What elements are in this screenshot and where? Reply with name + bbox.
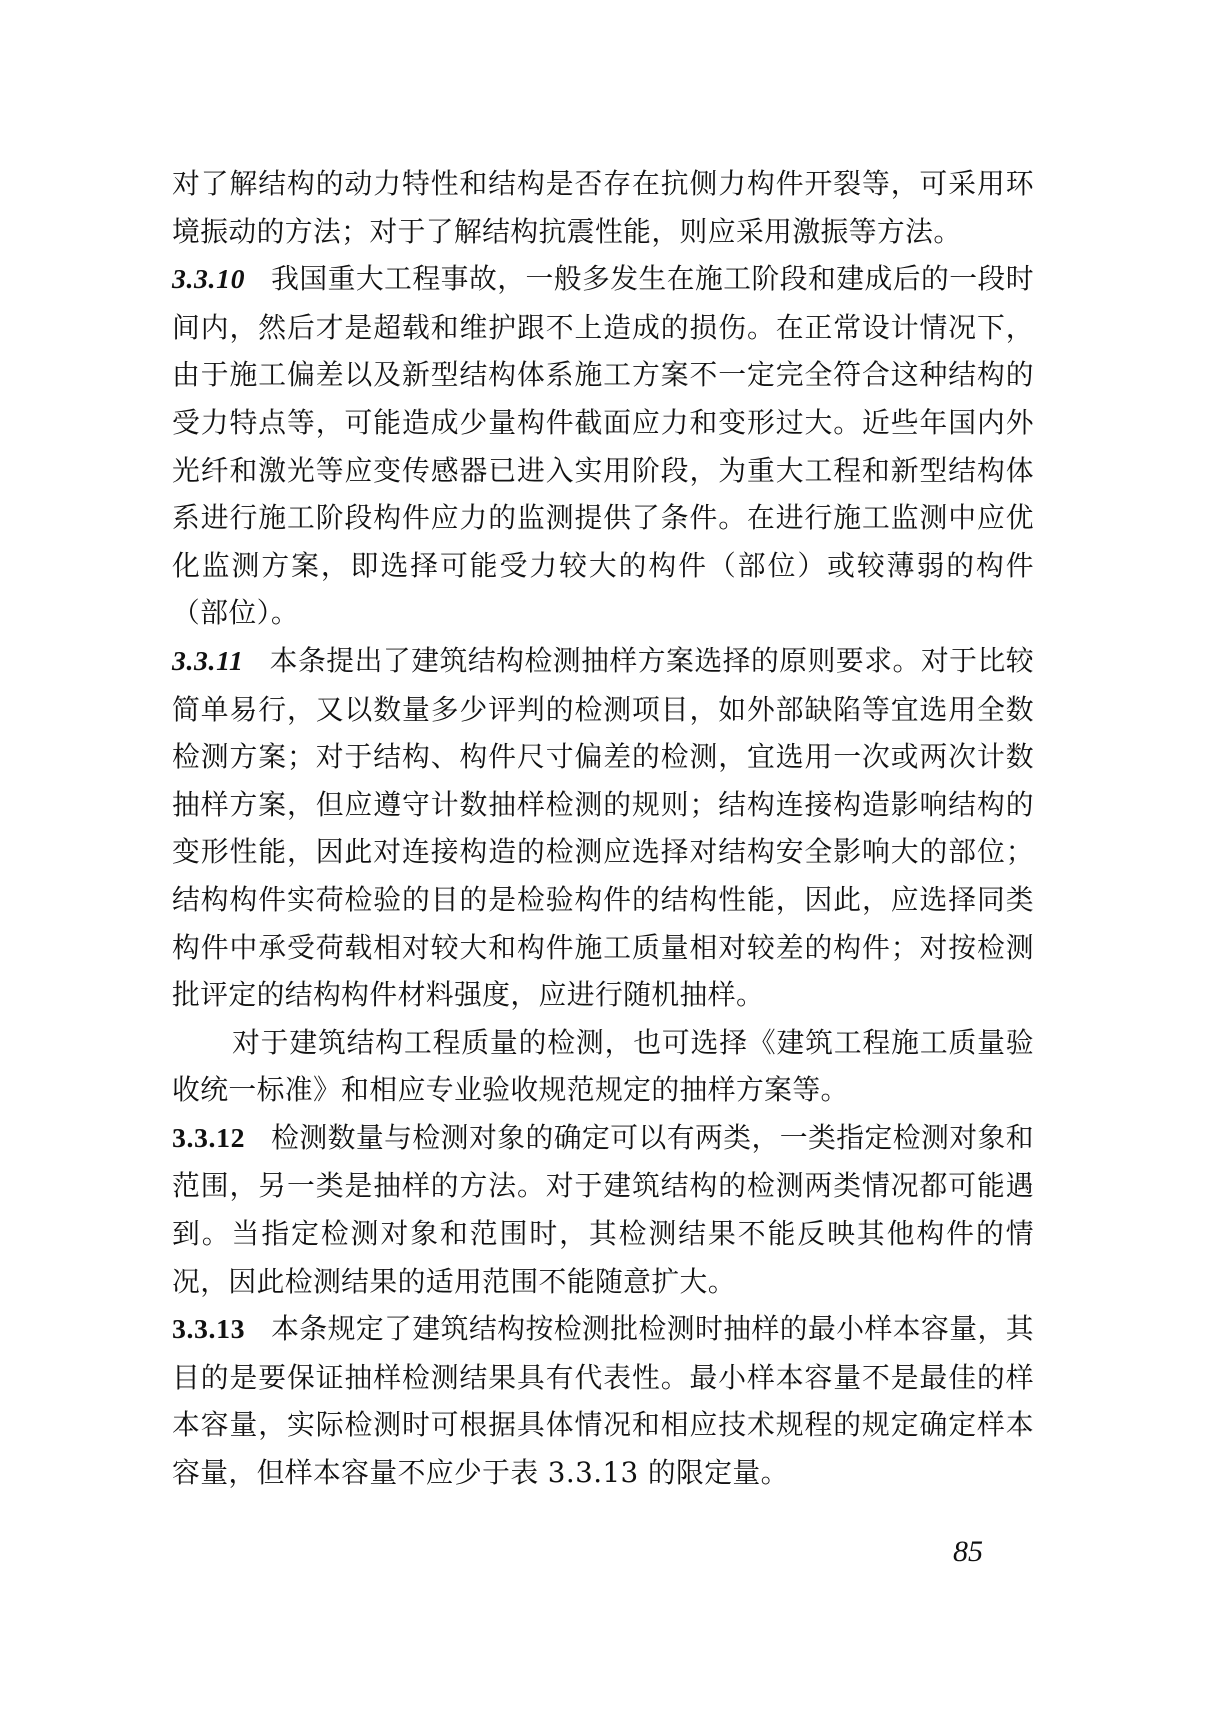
paragraph-text: 对了解结构的动力特性和结构是否存在抗侧力构件开裂等，可采用环境振动的方法；对于了解结构抗震性能，则应采用激振等方法。 [172,167,1034,248]
paragraph-continuation [172,160,1034,255]
clause-3-3-10 [172,255,1034,637]
paragraph-indented [172,1019,1034,1114]
paragraph-text: 对于建筑结构工程质量的检测，也可选择《建筑工程施工质量验收统一标准》和相应专业验收规范规定的抽样方案等。 [172,1025,1034,1107]
clause-text: 检测数量与检测对象的确定可以有两类，一类指定检测对象和范围，另一类是抽样的方法。对于建筑结构的检测两类情况都可能遇到。当指定检测对象和范围时，其检测结果不能反映其他构件的情况，因此检测结果的适用范围不能随意扩大。 [172,1120,1034,1298]
clause-number: 3.3.12 [172,1122,246,1154]
clause-number: 3.3.11 [172,645,244,677]
clause-text: 我国重大工程事故，一般多发生在施工阶段和建成后的一段时间内，然后才是超载和维护跟不上造成的损伤。在正常设计情况下，由于施工偏差以及新型结构体系施工方案不一定完全符合这种结构的受力特点等，可能造成少量构件截面应力和变形过大。近些年国内外光纤和激光等应变传感器已进入实用阶段，为重大工程和新型结构体系进行施工阶段构件应力的监测提供了条件。在进行施工监测中应优化监测方案，即选择可能受力较大的构件（部位）或较薄弱的构件（部位）。 [172,262,1034,630]
clause-3-3-11 [172,637,1034,1019]
clause-number: 3.3.10 [172,264,246,296]
clause-text: 本条规定了建筑结构按检测批检测时抽样的最小样本容量，其目的是要保证抽样检测结果具有代表性。最小样本容量不是最佳的样本容量，实际检测时可根据具体情况和相应技术规程的规定确定样本容量，但样本容量不应少于表 3.3.13 的限定量。 [172,1312,1034,1490]
page-number: 85 [953,1535,983,1568]
body-text [172,160,1034,1497]
clause-3-3-13 [172,1305,1034,1496]
clause-number: 3.3.13 [172,1314,246,1346]
clause-text: 本条提出了建筑结构检测抽样方案选择的原则要求。对于比较简单易行，又以数量多少评判的检测项目，如外部缺陷等宜选用全数检测方案；对于结构、构件尺寸偏差的检测，宜选用一次或两次计数抽样方案，但应遵守计数抽样检测的规则；结构连接构造影响结构的变形性能，因此对连接构造的检测应选择对结构安全影响大的部位；结构构件实荷检验的目的是检验构件的结构性能，因此，应选择同类构件中承受荷载相对较大和构件施工质量相对较差的构件；对按检测批评定的结构构件材料强度，应进行随机抽样。 [172,643,1034,1012]
clause-3-3-12 [172,1114,1034,1305]
